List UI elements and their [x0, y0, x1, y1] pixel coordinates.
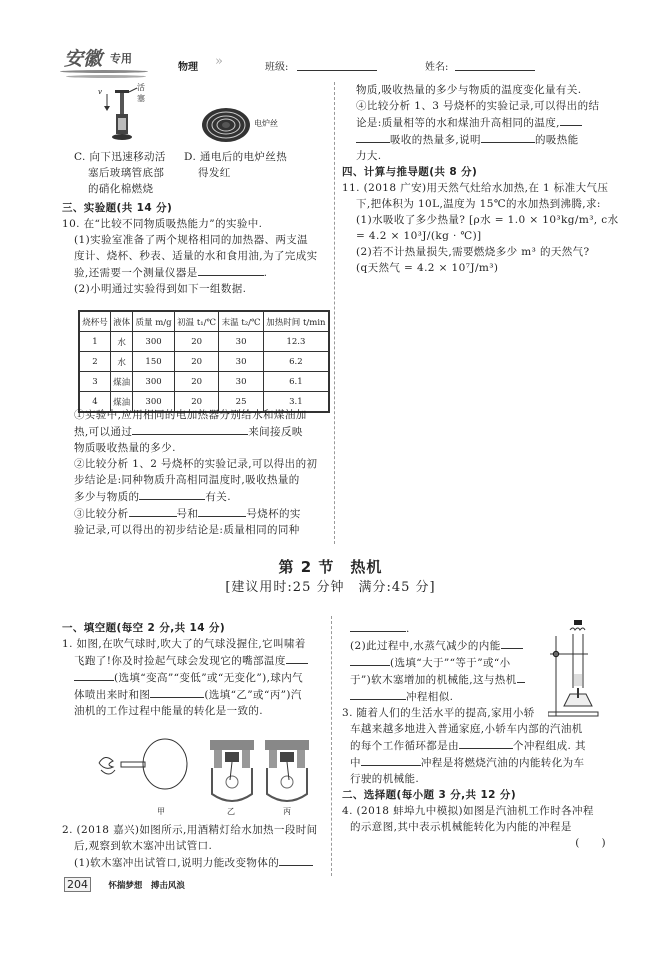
- table-header: 初温 t₁/℃: [174, 311, 218, 332]
- question-text: [342, 131, 612, 148]
- answer-blank[interactable]: [139, 488, 205, 500]
- answer-blank[interactable]: [459, 737, 513, 749]
- option-c-line: C. 向下迅速移动活: [74, 151, 166, 163]
- table-cell: 150: [133, 352, 175, 372]
- table-cell: 1: [79, 332, 110, 352]
- balloon-and-engines-diagram: [95, 738, 315, 804]
- question-text: ③比较分析: [74, 508, 129, 520]
- answer-blank[interactable]: [517, 671, 525, 683]
- question-text: 下,把体积为 10L,温度为 15℃的水加热到沸腾,求:: [356, 198, 601, 210]
- table-header: 液体: [110, 311, 132, 332]
- question-text: [74, 505, 334, 522]
- question-text: (选填“变高”“变低”或“无变化”),球内气: [114, 672, 304, 684]
- section-heading: 四、计算与推导题(共 8 分): [342, 166, 478, 178]
- question-text: 后,观察到软木塞冲出试管口.: [74, 840, 213, 852]
- left-top-continued: [74, 407, 334, 538]
- answer-blank[interactable]: [132, 423, 248, 435]
- page-number: 204: [64, 877, 91, 892]
- test-tube-figure: [548, 618, 618, 718]
- brand-suffix: 专用: [110, 52, 132, 65]
- section-title: 第 2 节 热机: [278, 558, 383, 576]
- table-header: 末温 t₂/℃: [219, 311, 263, 332]
- answer-blank[interactable]: [150, 686, 204, 698]
- question-text: .: [406, 623, 410, 635]
- class-label: 班级:: [265, 62, 289, 73]
- table-cell: 煤油: [110, 392, 132, 413]
- option-d-line: 得发红: [198, 167, 231, 179]
- table-header-row: [79, 311, 329, 332]
- question-text: 车越来越多地进入普通家庭,小轿车内部的汽油机: [350, 723, 583, 735]
- question-text: 验,还需要一个测量仪器是: [74, 267, 198, 279]
- left-bottom-q2: [62, 822, 332, 871]
- answer-blank[interactable]: [286, 652, 308, 664]
- question-1: 1. 如图,在吹气球时,吹大了的气球没握住,它叫啸着: [62, 638, 306, 650]
- question-text: (选填“乙”或“丙”)汽: [204, 689, 302, 701]
- question-2: 2. (2018 嘉兴)如图所示,用酒精灯给水加热一段时间: [62, 824, 318, 836]
- question-text: [74, 423, 334, 440]
- question-text: [62, 669, 332, 686]
- table-cell: 3.1: [263, 392, 329, 413]
- answer-blank[interactable]: [74, 669, 114, 681]
- answer-blank[interactable]: [279, 854, 313, 866]
- question-text: 油机的工作过程中能量的转化是一致的.: [74, 705, 264, 717]
- answer-blank[interactable]: [481, 131, 535, 143]
- question-text: 的吸热能: [534, 134, 579, 146]
- table-cell: 300: [133, 332, 175, 352]
- option-d: [184, 149, 287, 181]
- section-heading: 二、选择题(每小题 3 分,共 12 分): [342, 789, 517, 801]
- hand-balloon-icon: [99, 739, 187, 789]
- question-text: (2)若不计热量损失,需要燃烧多少 m³ 的天然气?: [356, 246, 590, 258]
- table-header: 加热时间 t/min: [263, 311, 329, 332]
- figure-label-yi: 乙: [227, 807, 235, 816]
- question-text: [62, 686, 332, 703]
- question-text: 飞跑了!你及时捡起气球会发现它的嘴部温度: [74, 655, 286, 667]
- question-text: 于”)软木塞增加的机械能,这与热机: [350, 674, 517, 686]
- table-cell: 20: [174, 332, 218, 352]
- question-text: = 4.2 × 10³J/(kg · ℃)]: [356, 230, 482, 242]
- table-cell: 6.1: [263, 372, 329, 392]
- table-cell: 30: [219, 372, 263, 392]
- question-text: 个冲程组成. 其: [513, 740, 586, 752]
- question-text: 论是:质量相等的水和煤油升高相同的温度,: [356, 117, 560, 129]
- figure-label-bing: 丙: [283, 807, 291, 816]
- answer-blank[interactable]: [356, 131, 390, 143]
- header-logo: [60, 44, 150, 76]
- question-text: [342, 737, 612, 754]
- option-d-line: D. 通电后的电炉丝热: [184, 151, 288, 163]
- answer-blank[interactable]: [501, 637, 523, 649]
- class-field[interactable]: [297, 59, 377, 71]
- option-c-line: 的硝化棉燃烧: [88, 183, 154, 195]
- table-cell: 25: [219, 392, 263, 413]
- question-text: 行驶的机械能.: [350, 773, 420, 785]
- balloon-engine-figure: [95, 738, 315, 818]
- question-11: 11. (2018 广安)用天然气灶给水加热,在 1 标准大气压: [342, 182, 609, 194]
- question-text: 热,可以通过: [74, 426, 133, 438]
- coil-label: 电炉丝: [254, 119, 278, 128]
- question-text: 验记录,可以得出的初步结论是:质量相同的同种: [74, 524, 300, 536]
- question-text: [62, 854, 332, 871]
- name-label: 姓名:: [425, 62, 449, 73]
- question-text: 吸收的热量多,说明: [390, 134, 481, 146]
- question-text: 号和: [176, 508, 199, 520]
- table-header: 烧杯号: [79, 311, 110, 332]
- table-cell: 水: [110, 332, 132, 352]
- answer-blank[interactable]: [350, 688, 406, 700]
- engine-diagram-bing: [265, 740, 309, 801]
- engine-diagram-yi: [210, 740, 254, 801]
- question-text: (2)此过程中,水蒸气减少的内能: [350, 640, 501, 652]
- question-text: 体喷出来时和图: [74, 689, 151, 701]
- table-cell: 20: [174, 392, 218, 413]
- table-cell: 3: [79, 372, 110, 392]
- table-row: [79, 332, 329, 352]
- question-text: (1)水吸收了多少热量? [ρ水 = 1.0 × 10³kg/m³, c水: [356, 214, 619, 226]
- table-cell: 20: [174, 372, 218, 392]
- table-cell: 300: [133, 372, 175, 392]
- table-cell: 300: [133, 392, 175, 413]
- table-cell: 6.2: [263, 352, 329, 372]
- table-cell: 30: [219, 332, 263, 352]
- footer-slogan: 怀揣梦想 搏击风浪: [108, 881, 185, 891]
- section-subtitle: [建议用时:25 分钟 满分:45 分]: [225, 580, 436, 595]
- question-text: 中: [350, 757, 361, 769]
- question-text: (q天然气 = 4.2 × 10⁷J/m³): [356, 262, 499, 274]
- option-c-line: 塞后玻璃管底部: [88, 167, 165, 179]
- right-top-column: [342, 82, 619, 276]
- table-cell: 水: [110, 352, 132, 372]
- arrow-v-label: v: [98, 88, 102, 96]
- question-text: 的每个工作循环都是由: [350, 740, 459, 752]
- question-text: 冲程是将燃烧汽油的内能转化为车: [420, 757, 585, 769]
- answer-blank[interactable]: [361, 754, 421, 766]
- question-text: ①实验中,应用相同的电加热器分别给水和煤油加: [74, 409, 307, 421]
- answer-blank[interactable]: [198, 505, 246, 517]
- electric-coil-icon: [200, 105, 255, 145]
- question-text: 的示意图,其中表示机械能转化为内能的冲程是: [350, 821, 572, 833]
- logo-swoosh: [60, 70, 148, 73]
- question-text: [342, 114, 612, 131]
- question-text: 验,还需要一个测量仪器是 .: [62, 264, 332, 281]
- piston-figure: [95, 84, 145, 144]
- table-header: 质量 m/g: [133, 311, 175, 332]
- question-text: ④比较分析 1、3 号烧杯的实验记录,可以得出的结: [356, 100, 600, 112]
- section-heading: 一、填空题(每空 2 分,共 14 分): [62, 622, 226, 634]
- question-text: 有关.: [205, 491, 231, 503]
- table-cell: 2: [79, 352, 110, 372]
- subject-label: 物理: [178, 62, 198, 73]
- data-table: [78, 310, 330, 413]
- question-text: (选填“大于”“等于”或“小: [390, 657, 511, 669]
- table-cell: 煤油: [110, 372, 132, 392]
- table-cell: 12.3: [263, 332, 329, 352]
- question-text: (2)小明通过实验得到如下一组数据.: [74, 283, 247, 295]
- question-text: ②比较分析 1、2 号烧杯的实验记录,可以得出的初: [74, 458, 318, 470]
- question-text: 冲程相似.: [406, 691, 454, 703]
- table-cell: 4: [79, 392, 110, 413]
- name-field[interactable]: [455, 59, 535, 71]
- question-text: 来间接反映: [248, 426, 303, 438]
- question-text: 度计、烧杯、秒表、适量的水和食用油,为了完成实: [74, 250, 318, 262]
- answer-blank[interactable]: [350, 654, 390, 666]
- option-c: [74, 149, 166, 197]
- table-cell: 20: [174, 352, 218, 372]
- piston-label: 活塞: [137, 83, 145, 103]
- figure-label-jia: 甲: [157, 807, 165, 816]
- question-text: [342, 754, 612, 771]
- question-4: 4. (2018 蚌埠九中模拟)如图是汽油机工作时各冲程: [342, 805, 594, 817]
- table-row: [79, 352, 329, 372]
- question-3: 3. 随着人们的生活水平的提高,家用小轿: [342, 707, 535, 719]
- answer-blank[interactable]: [350, 620, 406, 632]
- coil-figure: [200, 105, 290, 145]
- logo-swoosh: [66, 75, 146, 78]
- question-text: 多少与物质的: [74, 491, 140, 503]
- left-bottom-column: [62, 620, 332, 719]
- answer-blank[interactable]: [129, 505, 177, 517]
- answer-blank[interactable]: [198, 264, 264, 276]
- question-text: 物质吸收热量的多少.: [74, 442, 176, 454]
- question-text: 物质,吸收热量的多少与物质的温度变化量有关.: [356, 84, 582, 96]
- question-text: 号烧杯的实: [246, 508, 301, 520]
- alcohol-lamp-test-tube-icon: [548, 618, 618, 718]
- question-10: 10. 在“比较不同物质吸热能力”的实验中.: [62, 218, 263, 230]
- section-heading: 三、实验题(共 14 分): [62, 202, 173, 214]
- page-footer: [64, 878, 185, 891]
- answer-bracket[interactable]: ( ): [575, 837, 606, 849]
- table-row: [79, 372, 329, 392]
- brand-name: 安徽: [64, 48, 103, 70]
- chevron-icon: »: [215, 54, 223, 69]
- question-text: (1)软木塞冲出试管口,说明力能改变物体的: [74, 857, 280, 869]
- left-top-column: [62, 200, 332, 297]
- table-cell: 30: [219, 352, 263, 372]
- column-divider: [334, 82, 335, 544]
- question-text: [74, 488, 334, 505]
- question-text: (1)实验室准备了两个规格相同的加热器、两支温: [74, 234, 309, 246]
- question-text: 力大.: [356, 150, 382, 162]
- answer-blank[interactable]: [560, 114, 582, 126]
- question-text: 步结论是:同种物质升高相同温度时,吸收热量的: [74, 474, 300, 486]
- question-text: [62, 652, 332, 669]
